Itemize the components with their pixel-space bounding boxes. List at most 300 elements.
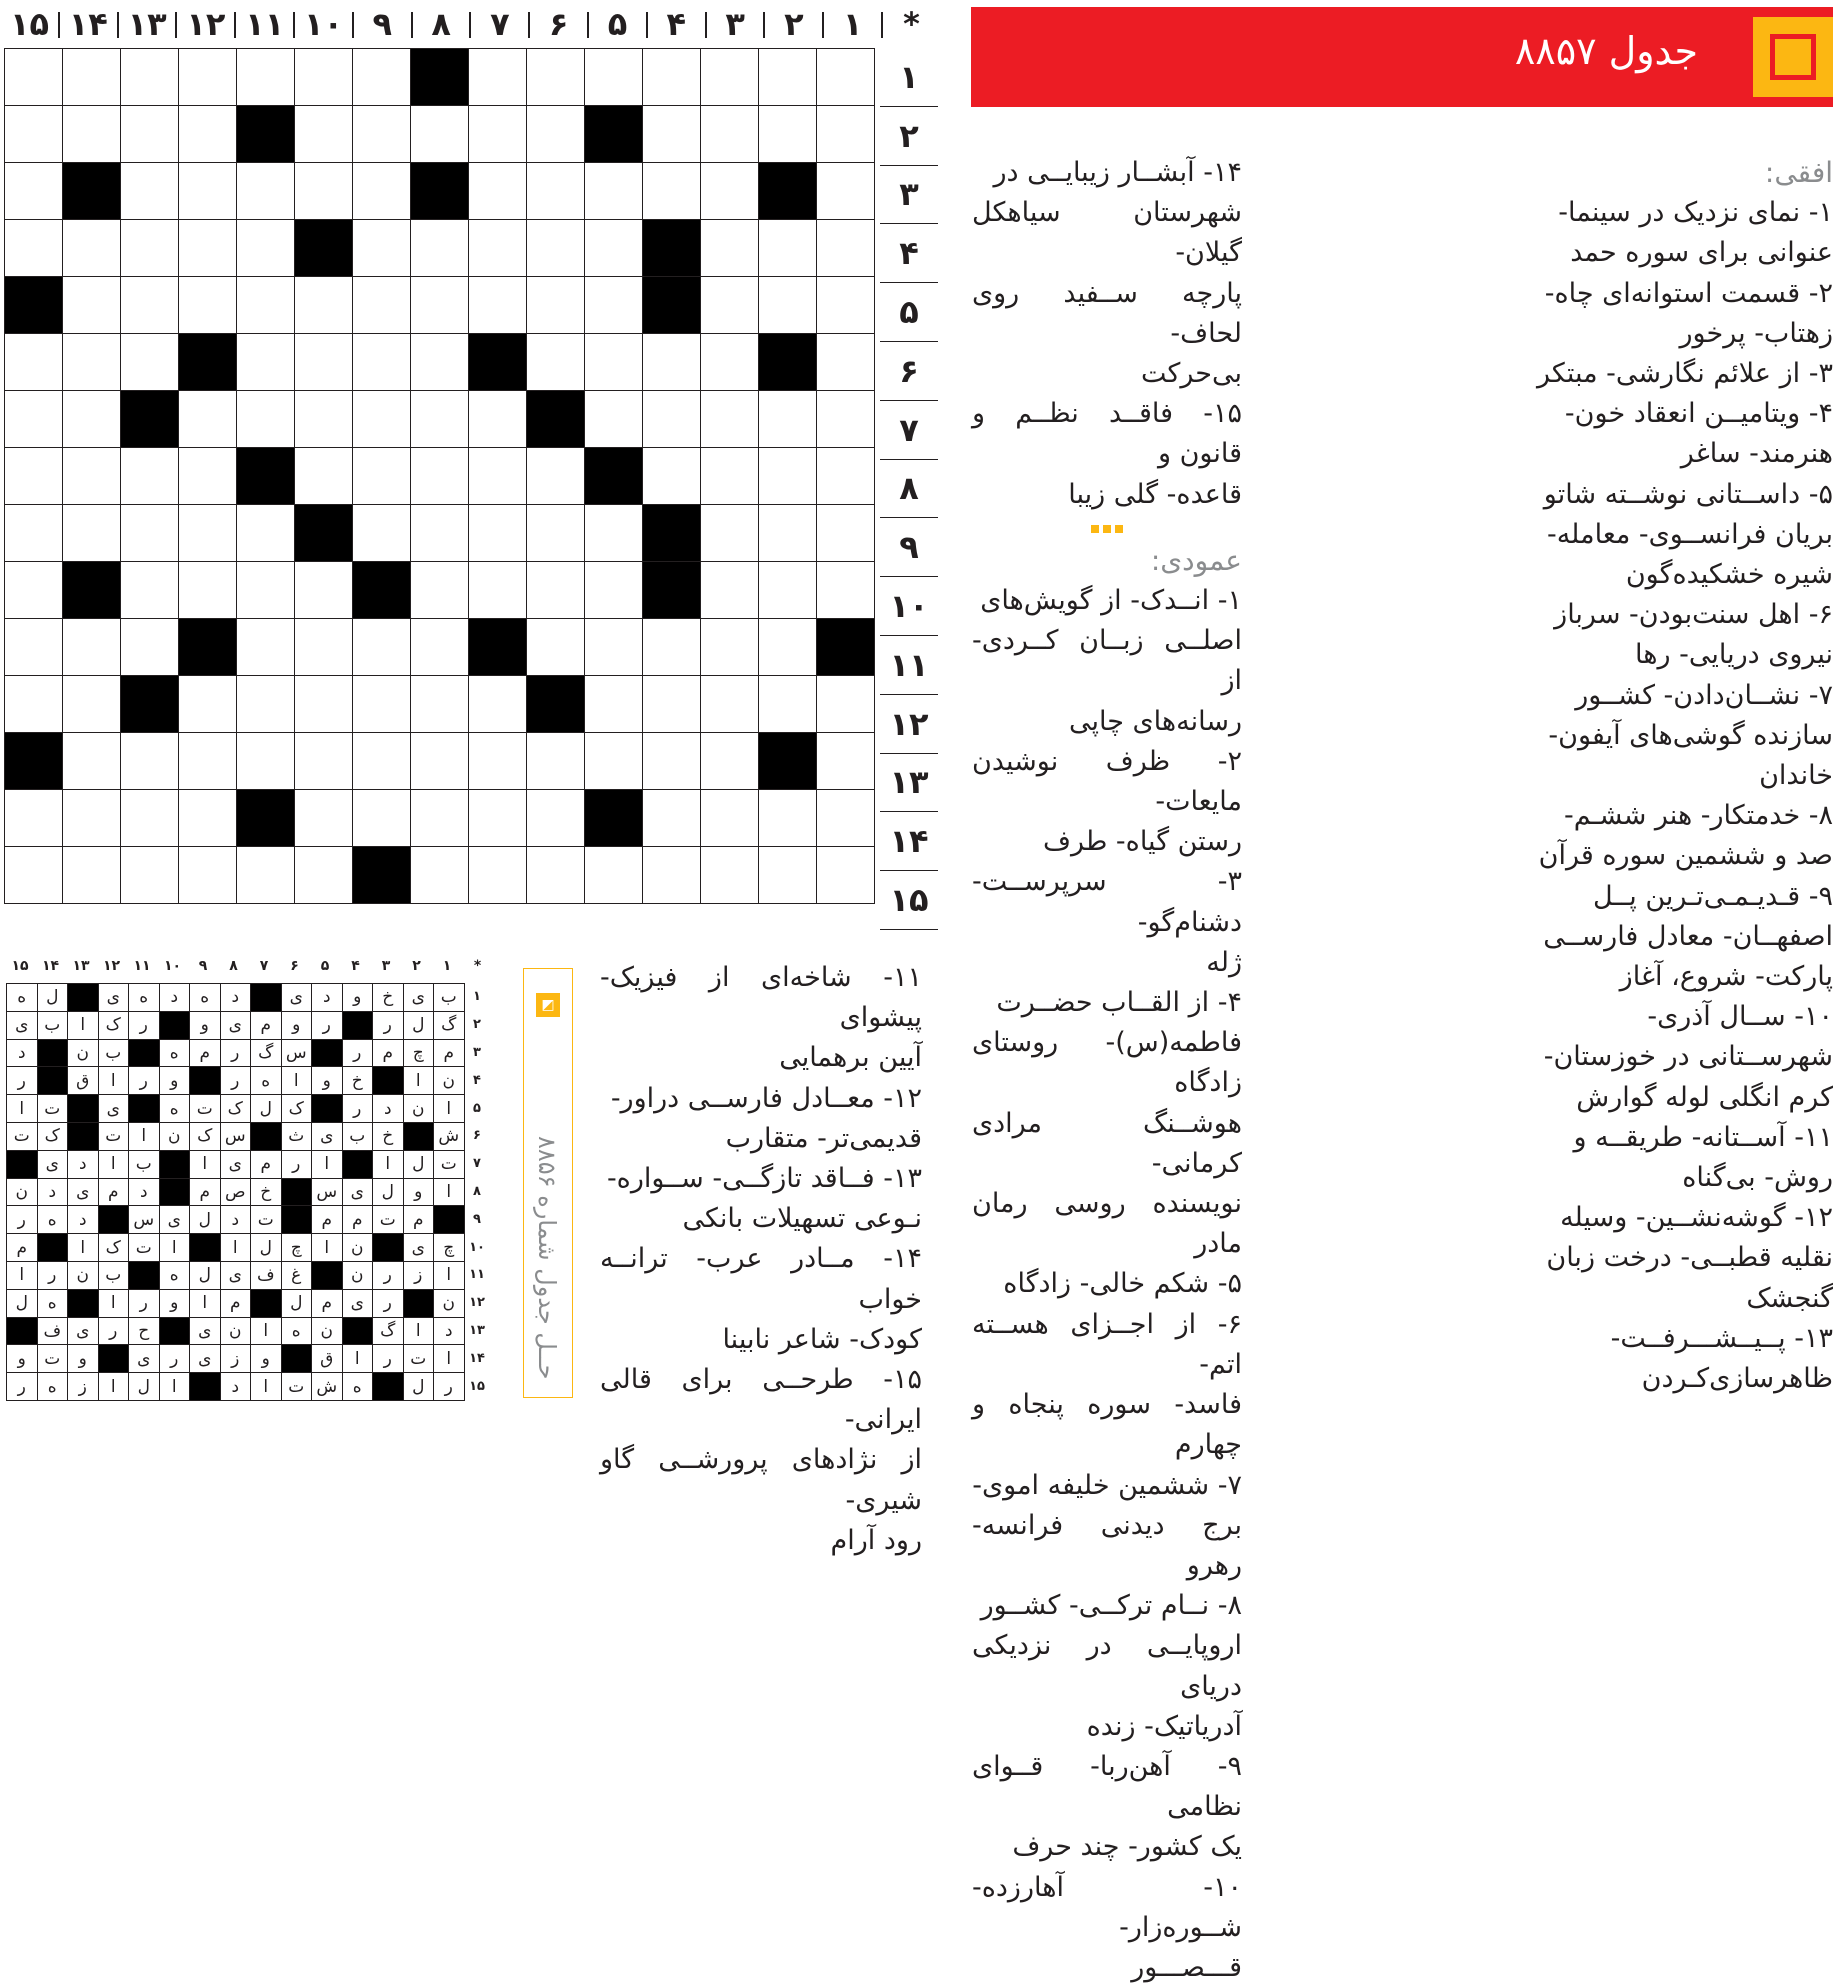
- black-cell: [63, 163, 121, 220]
- grid-cell[interactable]: [237, 733, 295, 790]
- grid-cell[interactable]: [295, 106, 353, 163]
- clue-line: ۳- از علائم نگارشی- مبتکر: [1537, 358, 1833, 390]
- row-number: ۱۵: [880, 871, 938, 930]
- solution-black-cell: [281, 1178, 312, 1206]
- grid-cell[interactable]: [295, 676, 353, 733]
- grid-cell[interactable]: [353, 676, 411, 733]
- solution-cell: ل: [37, 984, 68, 1012]
- grid-cell[interactable]: [701, 562, 759, 619]
- grid-cell[interactable]: [817, 49, 875, 106]
- grid-cell[interactable]: [411, 847, 469, 904]
- grid-cell[interactable]: [469, 790, 527, 847]
- column-number: ۲: [784, 5, 804, 43]
- grid-cell[interactable]: [5, 49, 63, 106]
- grid-cell[interactable]: [411, 562, 469, 619]
- solution-cell: ر: [342, 1095, 373, 1123]
- grid-cell[interactable]: [469, 391, 527, 448]
- grid-cell[interactable]: [643, 619, 701, 676]
- grid-cell[interactable]: [527, 163, 585, 220]
- grid-cell[interactable]: [759, 391, 817, 448]
- grid-cell[interactable]: [5, 163, 63, 220]
- grid-cell[interactable]: [701, 676, 759, 733]
- middle-clues-column: [972, 153, 1242, 1988]
- grid-cell[interactable]: [411, 505, 469, 562]
- grid-cell[interactable]: [237, 847, 295, 904]
- solution-cell: گ: [434, 1011, 465, 1039]
- grid-cell[interactable]: [121, 790, 179, 847]
- clue-line: روش- بی‌گناه: [1682, 1162, 1833, 1194]
- grid-cell[interactable]: [63, 106, 121, 163]
- grid-cell[interactable]: [817, 790, 875, 847]
- grid-cell[interactable]: [701, 220, 759, 277]
- grid-cell[interactable]: [585, 277, 643, 334]
- grid-cell[interactable]: [5, 847, 63, 904]
- grid-cell[interactable]: [237, 391, 295, 448]
- clue-line: ۸- خدمتکار- هنر ششـم-: [1563, 800, 1833, 832]
- solution-cell: ت: [281, 1373, 312, 1401]
- grid-cell[interactable]: [63, 733, 121, 790]
- grid-cell[interactable]: [63, 334, 121, 391]
- grid-cell[interactable]: [353, 49, 411, 106]
- grid-cell[interactable]: [179, 277, 237, 334]
- clue-line: شیره خشکیده‌گون: [1625, 559, 1833, 591]
- solution-cell: گ: [251, 1039, 282, 1067]
- grid-cell[interactable]: [179, 733, 237, 790]
- black-cell: [5, 733, 63, 790]
- clue-line: کودک- شاعر نابینا: [722, 1323, 922, 1355]
- solution-cell: ف: [37, 1317, 68, 1345]
- grid-cell[interactable]: [63, 676, 121, 733]
- grid-cell[interactable]: [469, 847, 527, 904]
- solution-column-number: ۱۳: [72, 958, 90, 974]
- grid-cell[interactable]: [237, 220, 295, 277]
- solution-cell: س: [281, 1039, 312, 1067]
- grid-cell[interactable]: [353, 163, 411, 220]
- main-grid-row-numbers: [880, 48, 938, 930]
- grid-cell[interactable]: [585, 847, 643, 904]
- row-number: ۱۴: [880, 812, 938, 871]
- grid-cell[interactable]: [121, 448, 179, 505]
- grid-cell[interactable]: [5, 619, 63, 676]
- grid-cell[interactable]: [179, 562, 237, 619]
- solution-cell: ا: [98, 1373, 129, 1401]
- grid-cell[interactable]: [585, 391, 643, 448]
- grid-cell[interactable]: [643, 49, 701, 106]
- grid-cell[interactable]: [121, 49, 179, 106]
- grid-cell[interactable]: [701, 391, 759, 448]
- grid-cell[interactable]: [469, 220, 527, 277]
- grid-cell[interactable]: [817, 220, 875, 277]
- grid-cell[interactable]: [643, 733, 701, 790]
- clue-line: صد و ششمین سوره قرآن: [1538, 840, 1833, 872]
- grid-cell[interactable]: [237, 334, 295, 391]
- grid-cell[interactable]: [179, 505, 237, 562]
- grid-cell[interactable]: [63, 505, 121, 562]
- solution-cell: م: [251, 1150, 282, 1178]
- solution-cell: ز: [403, 1261, 434, 1289]
- grid-cell[interactable]: [411, 790, 469, 847]
- clue-line: فاسد- سوره پنجاه و چهارم: [972, 1389, 1242, 1461]
- grid-cell[interactable]: [643, 448, 701, 505]
- black-cell: [295, 505, 353, 562]
- grid-cell[interactable]: [353, 391, 411, 448]
- grid-cell[interactable]: [353, 277, 411, 334]
- grid-cell[interactable]: [817, 562, 875, 619]
- solution-cell: ی: [403, 984, 434, 1012]
- solution-cell: د: [159, 984, 190, 1012]
- grid-cell[interactable]: [179, 676, 237, 733]
- grid-cell[interactable]: [121, 505, 179, 562]
- grid-cell[interactable]: [701, 106, 759, 163]
- column-number: ۱۰: [303, 5, 344, 43]
- grid-cell[interactable]: [817, 676, 875, 733]
- grid-cell[interactable]: [237, 163, 295, 220]
- solution-cell: ر: [7, 1067, 38, 1095]
- grid-cell[interactable]: [121, 562, 179, 619]
- grid-cell[interactable]: [237, 562, 295, 619]
- solution-cell: ی: [220, 1011, 251, 1039]
- grid-cell[interactable]: [817, 163, 875, 220]
- solution-black-cell: [251, 1122, 282, 1150]
- grid-cell[interactable]: [121, 847, 179, 904]
- solution-column-number: ۱۵: [11, 958, 29, 974]
- grid-cell[interactable]: [353, 448, 411, 505]
- grid-cell[interactable]: [5, 220, 63, 277]
- solution-cell: ق: [68, 1067, 99, 1095]
- grid-cell[interactable]: [121, 733, 179, 790]
- grid-cell[interactable]: [585, 676, 643, 733]
- grid-cell[interactable]: [701, 733, 759, 790]
- solution-cell: ا: [7, 1095, 38, 1123]
- solution-cell: ت: [403, 1345, 434, 1373]
- grid-cell[interactable]: [411, 106, 469, 163]
- grid-cell[interactable]: [411, 676, 469, 733]
- grid-cell[interactable]: [63, 790, 121, 847]
- grid-cell[interactable]: [63, 448, 121, 505]
- solution-cell: م: [190, 1178, 221, 1206]
- grid-cell[interactable]: [643, 334, 701, 391]
- grid-cell[interactable]: [353, 619, 411, 676]
- grid-cell[interactable]: [817, 847, 875, 904]
- grid-cell[interactable]: [643, 847, 701, 904]
- solution-column-number: ۱۰: [163, 958, 182, 974]
- grid-cell[interactable]: [121, 163, 179, 220]
- grid-cell[interactable]: [643, 676, 701, 733]
- grid-cell[interactable]: [121, 106, 179, 163]
- solution-column-number: ۱: [442, 958, 452, 974]
- grid-cell[interactable]: [527, 619, 585, 676]
- grid-cell[interactable]: [353, 733, 411, 790]
- grid-cell[interactable]: [585, 220, 643, 277]
- grid-cell[interactable]: [469, 676, 527, 733]
- main-crossword-grid[interactable]: [4, 48, 875, 904]
- solution-cell: خ: [373, 1122, 404, 1150]
- grid-cell[interactable]: [469, 49, 527, 106]
- solution-black-cell: [7, 1150, 38, 1178]
- solution-column-number: ۷: [259, 958, 269, 974]
- grid-cell[interactable]: [5, 676, 63, 733]
- clue-line: پارچه ســفید روی لحاف-: [972, 277, 1242, 349]
- grid-cell[interactable]: [411, 619, 469, 676]
- solution-cell: ا: [159, 1373, 190, 1401]
- clue-line: نـوعی تسهیلات بانکی: [682, 1203, 922, 1235]
- solution-cell: ر: [159, 1345, 190, 1373]
- solution-cell: ا: [342, 1345, 373, 1373]
- grid-cell[interactable]: [179, 220, 237, 277]
- solution-cell: ل: [251, 1234, 282, 1262]
- grid-cell[interactable]: [527, 847, 585, 904]
- solution-cell: و: [281, 1011, 312, 1039]
- solution-black-cell: [342, 1317, 373, 1345]
- grid-cell[interactable]: [527, 277, 585, 334]
- grid-cell[interactable]: [411, 220, 469, 277]
- black-cell: [643, 562, 701, 619]
- black-cell: [817, 619, 875, 676]
- grid-cell[interactable]: [585, 505, 643, 562]
- grid-cell[interactable]: [5, 790, 63, 847]
- grid-cell[interactable]: [295, 790, 353, 847]
- grid-cell[interactable]: [759, 448, 817, 505]
- solution-cell: ا: [98, 1150, 129, 1178]
- grid-cell[interactable]: [759, 847, 817, 904]
- grid-cell[interactable]: [759, 562, 817, 619]
- grid-cell[interactable]: [585, 733, 643, 790]
- grid-cell[interactable]: [179, 163, 237, 220]
- grid-cell[interactable]: [643, 391, 701, 448]
- grid-cell[interactable]: [179, 106, 237, 163]
- grid-cell[interactable]: [701, 277, 759, 334]
- grid-cell[interactable]: [469, 277, 527, 334]
- solution-cell: ه: [190, 984, 221, 1012]
- solution-black-cell: [434, 1206, 465, 1234]
- grid-cell[interactable]: [817, 334, 875, 391]
- black-cell: [759, 733, 817, 790]
- grid-cell[interactable]: [817, 391, 875, 448]
- row-number: ۱۱: [880, 636, 938, 695]
- grid-cell[interactable]: [527, 562, 585, 619]
- grid-cell[interactable]: [353, 334, 411, 391]
- grid-cell[interactable]: [817, 277, 875, 334]
- grid-cell[interactable]: [63, 277, 121, 334]
- grid-cell[interactable]: [585, 163, 643, 220]
- grid-cell[interactable]: [411, 334, 469, 391]
- grid-cell[interactable]: [179, 448, 237, 505]
- grid-cell[interactable]: [469, 106, 527, 163]
- solution-cell: ی: [190, 1317, 221, 1345]
- grid-cell[interactable]: [469, 163, 527, 220]
- grid-cell[interactable]: [179, 847, 237, 904]
- grid-cell[interactable]: [527, 220, 585, 277]
- clue-line: هوشــنگ مرادی کرمانی-: [972, 1107, 1242, 1179]
- grid-cell[interactable]: [353, 505, 411, 562]
- black-cell: [63, 562, 121, 619]
- solution-row-number: ۱۴: [469, 1350, 485, 1366]
- grid-cell[interactable]: [527, 49, 585, 106]
- grid-cell[interactable]: [585, 49, 643, 106]
- grid-cell[interactable]: [237, 49, 295, 106]
- grid-cell[interactable]: [295, 391, 353, 448]
- grid-cell[interactable]: [5, 505, 63, 562]
- grid-cell[interactable]: [179, 49, 237, 106]
- grid-cell[interactable]: [295, 733, 353, 790]
- grid-cell[interactable]: [701, 49, 759, 106]
- grid-cell[interactable]: [295, 619, 353, 676]
- clue-line: عنوانی برای سوره حمد: [1570, 237, 1833, 269]
- grid-cell[interactable]: [527, 106, 585, 163]
- grid-cell[interactable]: [411, 733, 469, 790]
- grid-cell[interactable]: [237, 619, 295, 676]
- grid-cell[interactable]: [295, 847, 353, 904]
- solution-cell: ث: [281, 1122, 312, 1150]
- puzzle-logo-icon: [1753, 17, 1833, 97]
- black-cell: [585, 790, 643, 847]
- grid-cell[interactable]: [63, 847, 121, 904]
- grid-cell[interactable]: [295, 277, 353, 334]
- clue-line: قاعده- گلی زیبا: [1068, 478, 1242, 510]
- grid-cell[interactable]: [121, 220, 179, 277]
- grid-cell[interactable]: [469, 448, 527, 505]
- grid-cell[interactable]: [121, 619, 179, 676]
- solution-black-cell: [98, 1206, 129, 1234]
- grid-cell[interactable]: [411, 391, 469, 448]
- solution-cell: ک: [98, 1234, 129, 1262]
- black-cell: [179, 334, 237, 391]
- grid-cell[interactable]: [353, 106, 411, 163]
- grid-cell[interactable]: [527, 448, 585, 505]
- solution-cell: ل: [7, 1289, 38, 1317]
- grid-cell[interactable]: [527, 505, 585, 562]
- grid-cell[interactable]: [759, 619, 817, 676]
- column-number: ۱۱: [245, 5, 285, 43]
- solution-cell: ا: [190, 1150, 221, 1178]
- solution-column-numbers: [5, 958, 485, 980]
- grid-cell[interactable]: [63, 619, 121, 676]
- grid-cell[interactable]: [643, 106, 701, 163]
- grid-cell[interactable]: [5, 106, 63, 163]
- grid-cell[interactable]: [585, 619, 643, 676]
- solution-cell: ر: [434, 1373, 465, 1401]
- grid-cell[interactable]: [411, 277, 469, 334]
- grid-cell[interactable]: [701, 790, 759, 847]
- column-number: ۱۴: [68, 5, 108, 43]
- solution-cell: ص: [220, 1178, 251, 1206]
- grid-cell[interactable]: [295, 334, 353, 391]
- grid-cell[interactable]: [817, 505, 875, 562]
- solution-cell: ی: [312, 1122, 343, 1150]
- grid-cell[interactable]: [5, 334, 63, 391]
- grid-cell[interactable]: [701, 505, 759, 562]
- grid-cell[interactable]: [527, 334, 585, 391]
- grid-cell[interactable]: [5, 448, 63, 505]
- column-number: ۳: [725, 5, 745, 43]
- solution-cell: غ: [281, 1261, 312, 1289]
- black-cell: [237, 106, 295, 163]
- grid-cell[interactable]: [295, 562, 353, 619]
- grid-cell[interactable]: [817, 448, 875, 505]
- puzzle-logo-icon: ◩: [536, 993, 560, 1017]
- grid-cell[interactable]: [63, 391, 121, 448]
- grid-cell[interactable]: [121, 277, 179, 334]
- row-number: ۱: [880, 48, 938, 107]
- grid-cell[interactable]: [353, 790, 411, 847]
- grid-cell[interactable]: [759, 790, 817, 847]
- row-number: ۹: [880, 518, 938, 577]
- grid-cell[interactable]: [353, 220, 411, 277]
- row-number: ۵: [880, 283, 938, 342]
- solution-cell: ک: [37, 1122, 68, 1150]
- grid-cell[interactable]: [237, 277, 295, 334]
- grid-cell[interactable]: [643, 163, 701, 220]
- solution-cell: ت: [7, 1122, 38, 1150]
- grid-cell[interactable]: [701, 163, 759, 220]
- grid-cell[interactable]: [585, 334, 643, 391]
- grid-cell[interactable]: [469, 733, 527, 790]
- grid-cell[interactable]: [701, 334, 759, 391]
- grid-cell[interactable]: [643, 790, 701, 847]
- grid-cell[interactable]: [469, 505, 527, 562]
- grid-cell[interactable]: [5, 562, 63, 619]
- solution-cell: ی: [220, 1261, 251, 1289]
- grid-cell[interactable]: [469, 562, 527, 619]
- grid-cell[interactable]: [237, 505, 295, 562]
- grid-cell[interactable]: [759, 106, 817, 163]
- solution-cell: گ: [373, 1317, 404, 1345]
- solution-cell: ه: [37, 1373, 68, 1401]
- grid-cell[interactable]: [817, 733, 875, 790]
- grid-cell[interactable]: [701, 619, 759, 676]
- clue-line: شهرســتانی در خوزستان-: [1543, 1041, 1833, 1073]
- grid-cell[interactable]: [63, 49, 121, 106]
- grid-cell[interactable]: [5, 391, 63, 448]
- clue-line: نویسنده روسی رمان مادر: [972, 1188, 1242, 1260]
- grid-cell[interactable]: [701, 448, 759, 505]
- grid-cell[interactable]: [759, 220, 817, 277]
- grid-cell[interactable]: [295, 49, 353, 106]
- grid-cell[interactable]: [527, 733, 585, 790]
- solution-cell: ا: [434, 1178, 465, 1206]
- solution-cell: ک: [220, 1095, 251, 1123]
- clue-line: ۳- سرپرســت- دشنام‌گو-: [972, 866, 1242, 938]
- solution-cell: م: [342, 1206, 373, 1234]
- grid-cell[interactable]: [817, 106, 875, 163]
- grid-cell[interactable]: [179, 790, 237, 847]
- grid-cell[interactable]: [527, 790, 585, 847]
- grid-cell[interactable]: [411, 448, 469, 505]
- grid-cell[interactable]: [295, 448, 353, 505]
- row-number: ۴: [880, 224, 938, 283]
- solution-column-number: ۱۲: [102, 958, 121, 974]
- grid-cell[interactable]: [179, 391, 237, 448]
- grid-cell[interactable]: [759, 505, 817, 562]
- grid-cell[interactable]: [759, 277, 817, 334]
- grid-cell[interactable]: [121, 334, 179, 391]
- grid-cell[interactable]: [585, 562, 643, 619]
- grid-cell[interactable]: [759, 49, 817, 106]
- clue-line: زهتاب- پرخور: [1679, 317, 1833, 349]
- column-number: ۱۳: [127, 5, 167, 43]
- clue-line: ۱۱- شاخه‌ای از فیزیک- پیشوای: [600, 962, 922, 1034]
- solution-cell: ف: [251, 1261, 282, 1289]
- grid-cell[interactable]: [759, 676, 817, 733]
- black-cell: [527, 676, 585, 733]
- grid-cell[interactable]: [63, 220, 121, 277]
- solution-black-cell: [373, 1067, 404, 1095]
- column-number: ۱۲: [186, 5, 226, 43]
- grid-cell[interactable]: [295, 163, 353, 220]
- grid-cell[interactable]: [237, 676, 295, 733]
- grid-cell[interactable]: [701, 847, 759, 904]
- clue-line: شهرستان سیاهکل گیلان-: [972, 197, 1242, 269]
